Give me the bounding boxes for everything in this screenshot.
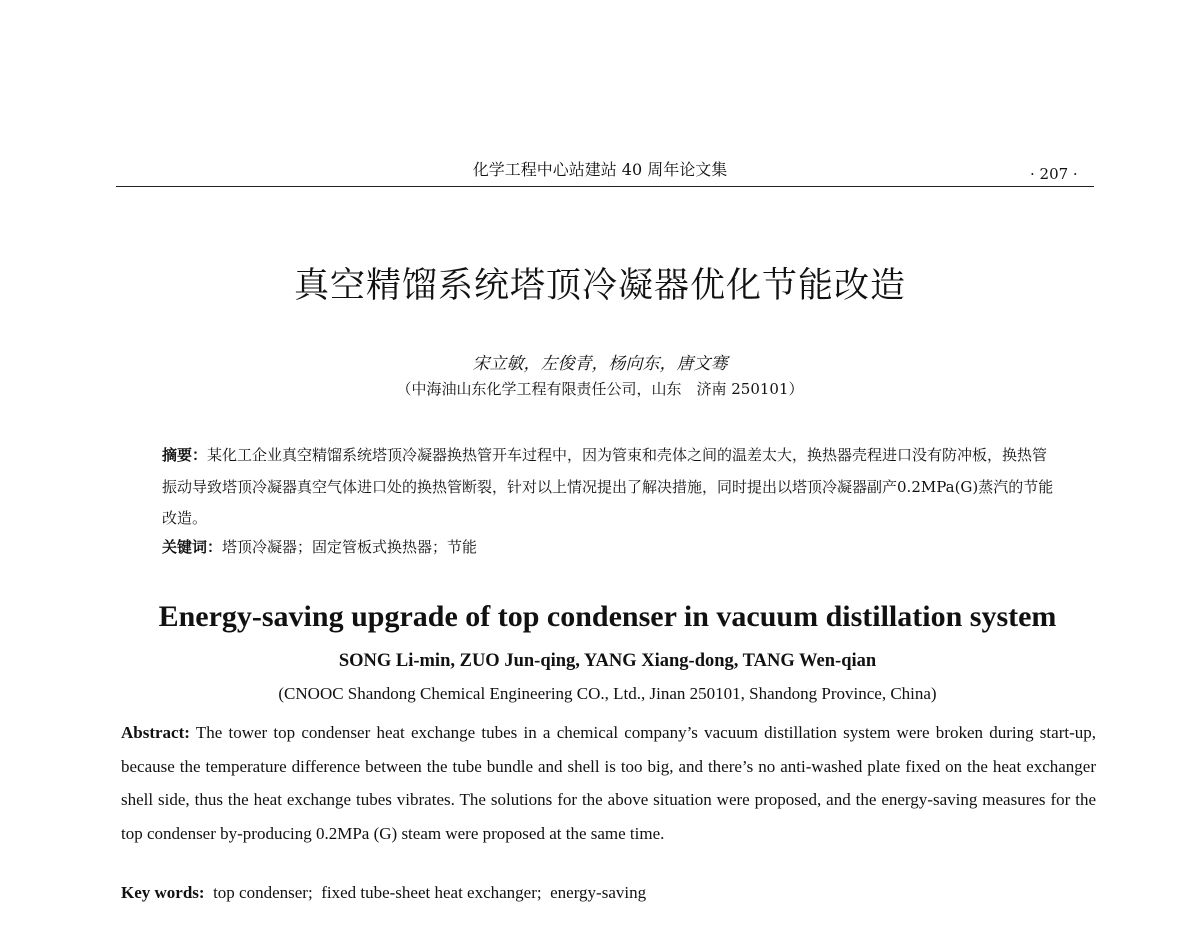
chinese-authors: 宋立敏，左俊青，杨向东，唐文骞 xyxy=(472,354,728,374)
english-abstract-label: Abstract: xyxy=(121,723,190,742)
chinese-abstract-text: 某化工企业真空精馏系统塔顶冷凝器换热管开车过程中，因为管束和壳体之间的温差太大，换热器壳程进口没有防冲板，换热管振动导致塔顶冷凝器真空气体进口处的换热管断裂，针对以上情况提出了解决措施，同时提出以塔顶冷凝器副产0.2MPa(G)蒸汽的节能改造。 xyxy=(162,446,1054,527)
page-number: · 207 · xyxy=(1030,165,1078,183)
chinese-keywords-text: 塔顶冷凝器；固定管板式换热器；节能 xyxy=(222,538,478,556)
english-keywords-text: top condenser; fixed tube-sheet heat exchanger; energy-saving xyxy=(204,883,647,902)
header-rule xyxy=(116,186,1094,187)
english-keywords-label: Key words: xyxy=(121,883,205,902)
chinese-keywords-label: 关键词： xyxy=(162,538,223,556)
chinese-keywords xyxy=(162,536,1062,557)
english-abstract-text: The tower top condenser heat exchange tubes in a chemical company’s vacuum distillation system were broken during start-up, because the temperature difference between the tube bundle and shell is too big, and there’s no anti-washed plate fixed on the heat exchanger shell side, thus the heat exchange tubes vibrates. The solutions for the above situation were proposed, and the energy-saving measures for the top condenser by-producing 0.2MPa (G) steam were proposed at the same time. xyxy=(121,723,1096,843)
chinese-affiliation: （中海油山东化学工程有限责任公司，山东 济南 250101） xyxy=(396,380,804,398)
chinese-title: 真空精馏系统塔顶冷凝器优化节能改造 xyxy=(293,266,906,306)
chinese-abstract-label: 摘要： xyxy=(162,446,208,464)
english-keywords xyxy=(121,883,1096,903)
english-authors: SONG Li-min, ZUO Jun-qing, YANG Xiang-dong, TANG Wen-qian xyxy=(338,651,877,671)
english-affiliation: (CNOOC Shandong Chemical Engineering CO., Ltd., Jinan 250101, Shandong Province, China) xyxy=(278,684,937,703)
chinese-abstract xyxy=(162,440,1062,535)
english-abstract xyxy=(121,716,1096,850)
english-title: Energy-saving upgrade of top condenser in vacuum distillation system xyxy=(158,600,1057,633)
running-header: 化学工程中心站建站 40 周年论文集 xyxy=(472,160,728,179)
